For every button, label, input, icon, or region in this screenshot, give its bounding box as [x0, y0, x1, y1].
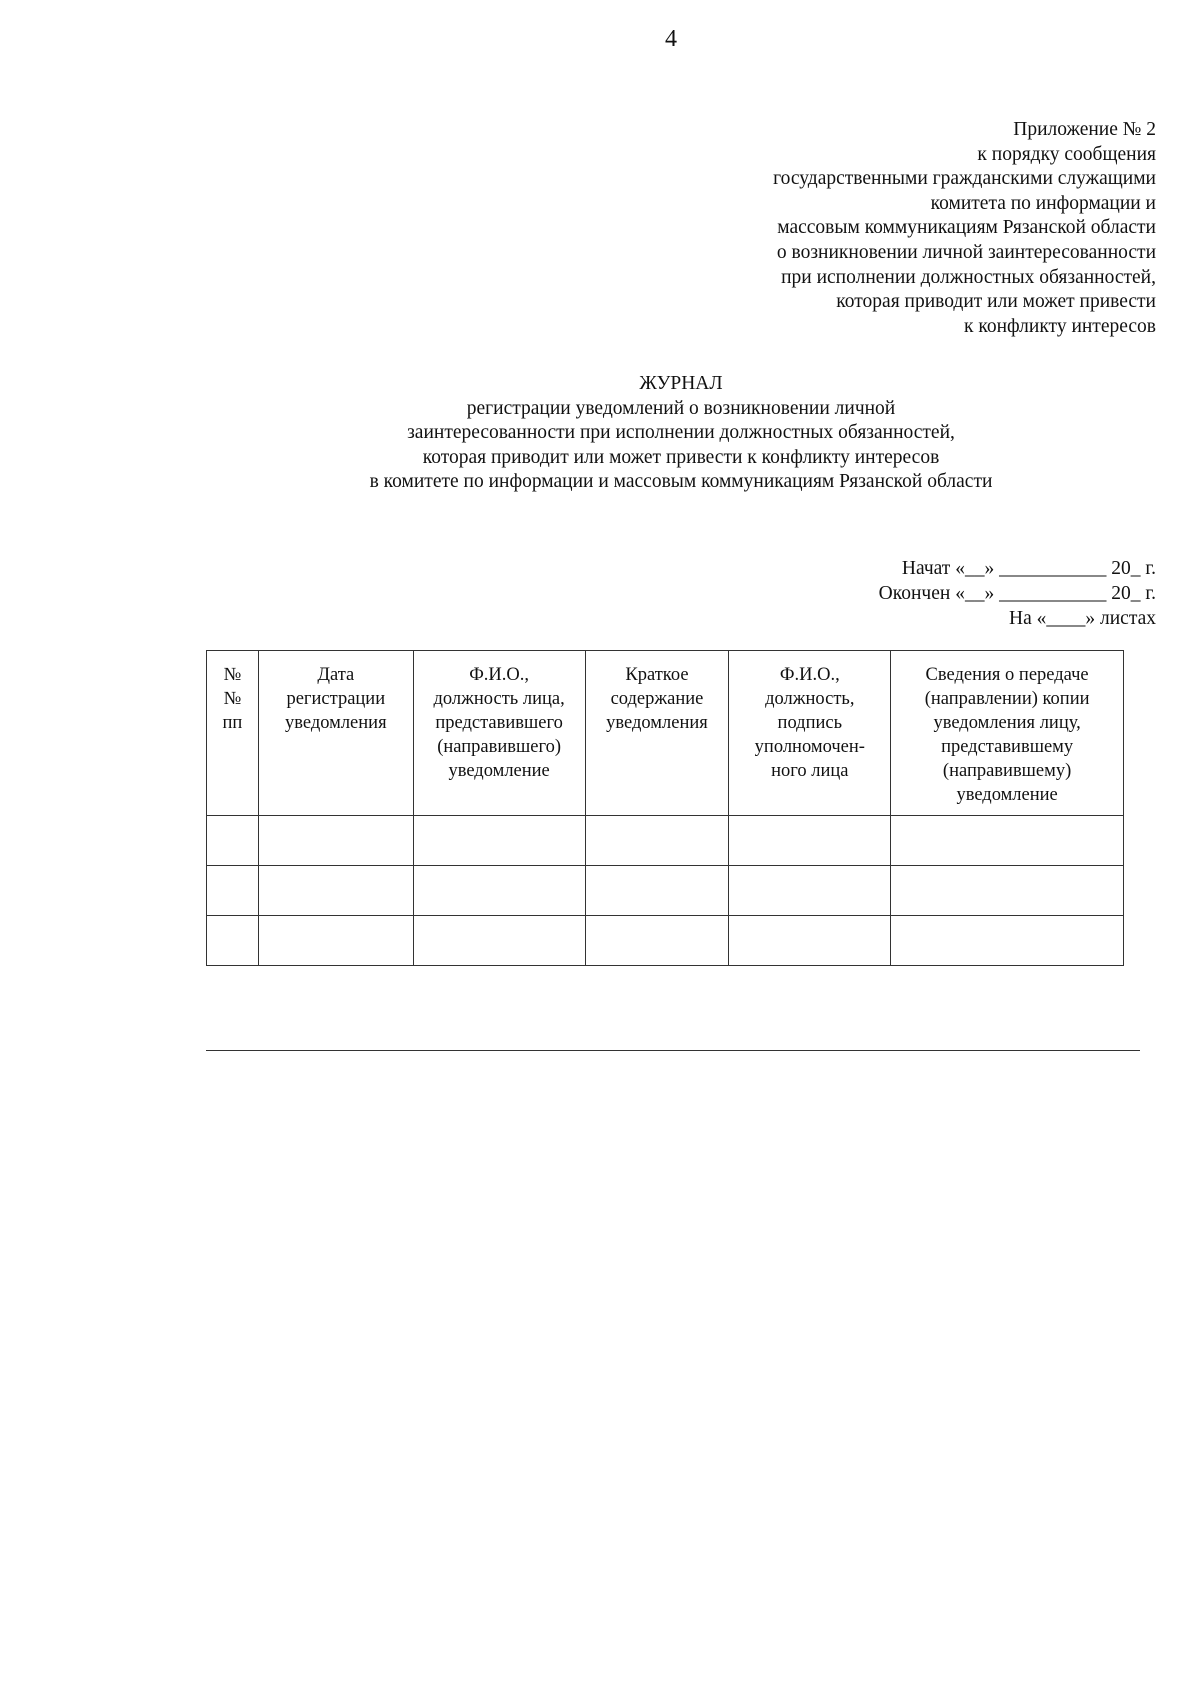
register-table: [206, 650, 1124, 966]
header-line: уведомления: [606, 713, 708, 733]
header-line: уполномочен-: [754, 737, 865, 757]
header-date: [258, 651, 413, 816]
table-cell: [207, 866, 259, 916]
header-line: представившего: [435, 713, 563, 733]
header-authorized-person: [729, 651, 891, 816]
table-cell: [729, 916, 891, 966]
header-line: содержание: [610, 689, 704, 709]
header-line: должность лица,: [433, 689, 565, 709]
appendix-line: к конфликту интересов: [964, 315, 1156, 337]
footnote-divider: [206, 1050, 1140, 1051]
journal-subtitle-line: заинтересованности при исполнении должностных обязанностей,: [407, 422, 955, 444]
table-cell: [585, 816, 729, 866]
table-cell: [729, 866, 891, 916]
table-cell: [891, 866, 1124, 916]
journal-dates: [879, 556, 1156, 631]
header-line: Сведения о передаче: [925, 665, 1089, 685]
appendix-line: массовым коммуникациям Рязанской области: [777, 217, 1156, 239]
date-started: Начат «__» ___________ 20_ г.: [901, 558, 1156, 579]
header-line: (направившему): [942, 761, 1072, 781]
appendix-line: комитета по информации и: [930, 192, 1156, 214]
table-row: [207, 866, 1124, 916]
table-cell: [413, 916, 585, 966]
header-line: пп: [222, 713, 243, 733]
table-row: [207, 916, 1124, 966]
journal-title-block: [0, 372, 1200, 495]
header-line: уведомление: [448, 761, 550, 781]
header-line: представившему: [941, 737, 1074, 757]
header-line: уведомления: [284, 713, 387, 733]
header-line: регистрации: [286, 689, 386, 709]
header-line: Краткое: [625, 665, 689, 685]
appendix-block: [773, 118, 1156, 339]
table-cell: [207, 816, 259, 866]
table-cell: [258, 866, 413, 916]
table-cell: [585, 916, 729, 966]
header-summary: [585, 651, 729, 816]
table-cell: [413, 816, 585, 866]
table-body: [207, 816, 1124, 966]
table-cell: [258, 816, 413, 866]
journal-subtitle-line: в комитете по информации и массовым коммуникациям Рязанской области: [369, 471, 993, 493]
page-number: 4: [665, 26, 677, 52]
header-copy-transfer: [891, 651, 1124, 816]
header-line: ного лица: [771, 761, 849, 781]
header-line: Дата: [317, 665, 355, 685]
journal-subtitle-line: регистрации уведомлений о возникновении личной: [466, 397, 896, 419]
table-row: [207, 816, 1124, 866]
table-cell: [207, 916, 259, 966]
table-cell: [258, 916, 413, 966]
journal-subtitle-line: которая приводит или может привести к конфликту интересов: [422, 446, 940, 468]
appendix-line: о возникновении личной заинтересованности: [776, 241, 1156, 263]
table-cell: [585, 866, 729, 916]
header-line: Ф.И.О.,: [779, 665, 840, 685]
header-line: должность,: [765, 689, 855, 709]
header-line: Ф.И.О.,: [469, 665, 530, 685]
appendix-line: Приложение № 2: [1013, 119, 1156, 140]
table-header-row: [207, 651, 1124, 816]
appendix-line: государственными гражданскими служащими: [773, 168, 1156, 190]
table-cell: [729, 816, 891, 866]
header-line: (направлении) копии: [924, 689, 1090, 709]
table-cell: [891, 816, 1124, 866]
header-number: [207, 651, 259, 816]
appendix-line: к порядку сообщения: [977, 143, 1156, 165]
header-submitter: [413, 651, 585, 816]
header-line: подпись: [777, 713, 843, 733]
appendix-line: которая приводит или может привести: [836, 291, 1156, 313]
header-line: №: [223, 665, 242, 685]
sheets-count: На «____» листах: [1009, 608, 1156, 629]
date-finished: Окончен «__» ___________ 20_ г.: [878, 583, 1156, 604]
appendix-line: при исполнении должностных обязанностей,: [781, 266, 1156, 288]
table-cell: [891, 916, 1124, 966]
header-line: №: [223, 689, 242, 709]
header-line: уведомление: [956, 785, 1058, 805]
header-line: уведомления лицу,: [933, 713, 1081, 733]
header-line: (направившего): [437, 737, 561, 757]
table-cell: [413, 866, 585, 916]
journal-title: ЖУРНАЛ: [639, 373, 723, 394]
